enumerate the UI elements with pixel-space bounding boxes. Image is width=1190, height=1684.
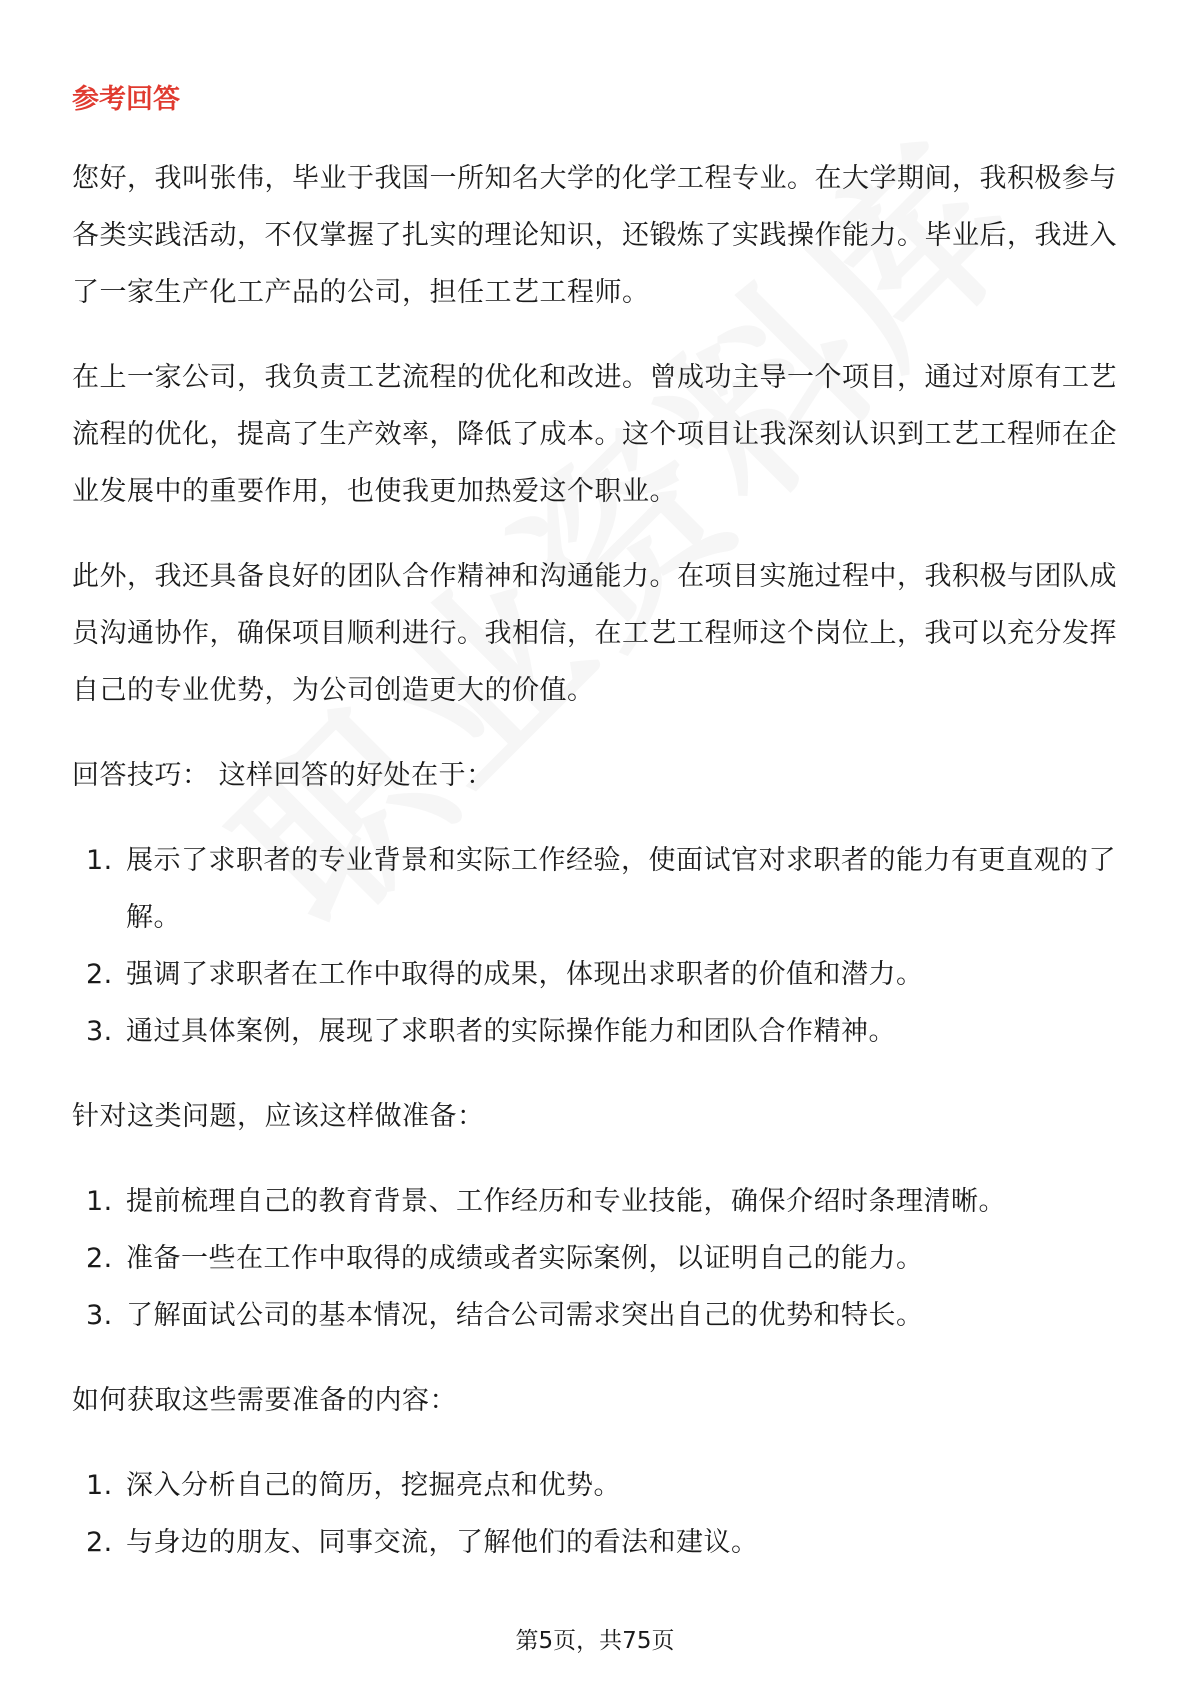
list-item: 2. 准备一些在工作中取得的成绩或者实际案例，以证明自己的能力。 (86, 1243, 924, 1274)
tips-list (72, 832, 1118, 1060)
list-item: 3. 了解面试公司的基本情况，结合公司需求突出自己的优势和特长。 (86, 1300, 924, 1331)
answer-paragraph-2: 在上一家公司，我负责工艺流程的优化和改进。曾成功主导一个项目，通过对原有工艺流程的优化，提高了生产效率，降低了成本。这个项目让我深刻认识到工艺工程师在企业发展中的重要作用，也使我更加热爱这个职业。 (72, 362, 1117, 507)
list-item: 1. 深入分析自己的简历，挖掘亮点和优势。 (86, 1470, 621, 1501)
list-item: 1. 展示了求职者的专业背景和实际工作经验，使面试官对求职者的能力有更直观的了解。 (86, 845, 1116, 933)
prep-list (72, 1173, 1118, 1344)
answer-paragraph-1: 您好，我叫张伟，毕业于我国一所知名大学的化学工程专业。在大学期间，我积极参与各类实践活动，不仅掌握了扎实的理论知识，还锻炼了实践操作能力。毕业后，我进入了一家生产化工产品的公司，担任工艺工程师。 (72, 163, 1117, 308)
list-item: 1. 提前梳理自己的教育背景、工作经历和专业技能，确保介绍时条理清晰。 (86, 1186, 1006, 1217)
list-item: 2. 与身边的朋友、同事交流，了解他们的看法和建议。 (86, 1527, 759, 1558)
answer-paragraph-3: 此外，我还具备良好的团队合作精神和沟通能力。在项目实施过程中，我积极与团队成员沟通协作，确保项目顺利进行。我相信，在工艺工程师这个岗位上，我可以充分发挥自己的专业优势，为公司创造更大的价值。 (72, 561, 1117, 706)
source-intro: 如何获取这些需要准备的内容： (72, 1385, 457, 1416)
page-footer: 第5页，共75页 (515, 1628, 675, 1654)
source-list (72, 1457, 1118, 1571)
page-content (72, 78, 1118, 1599)
section-heading: 参考回答 (72, 84, 180, 115)
prep-intro: 针对这类问题，应该这样做准备： (72, 1101, 485, 1132)
list-item: 3. 通过具体案例，展现了求职者的实际操作能力和团队合作精神。 (86, 1016, 896, 1047)
tips-intro: 回答技巧： 这样回答的好处在于： (72, 760, 494, 791)
list-item: 2. 强调了求职者在工作中取得的成果，体现出求职者的价值和潜力。 (86, 959, 924, 990)
